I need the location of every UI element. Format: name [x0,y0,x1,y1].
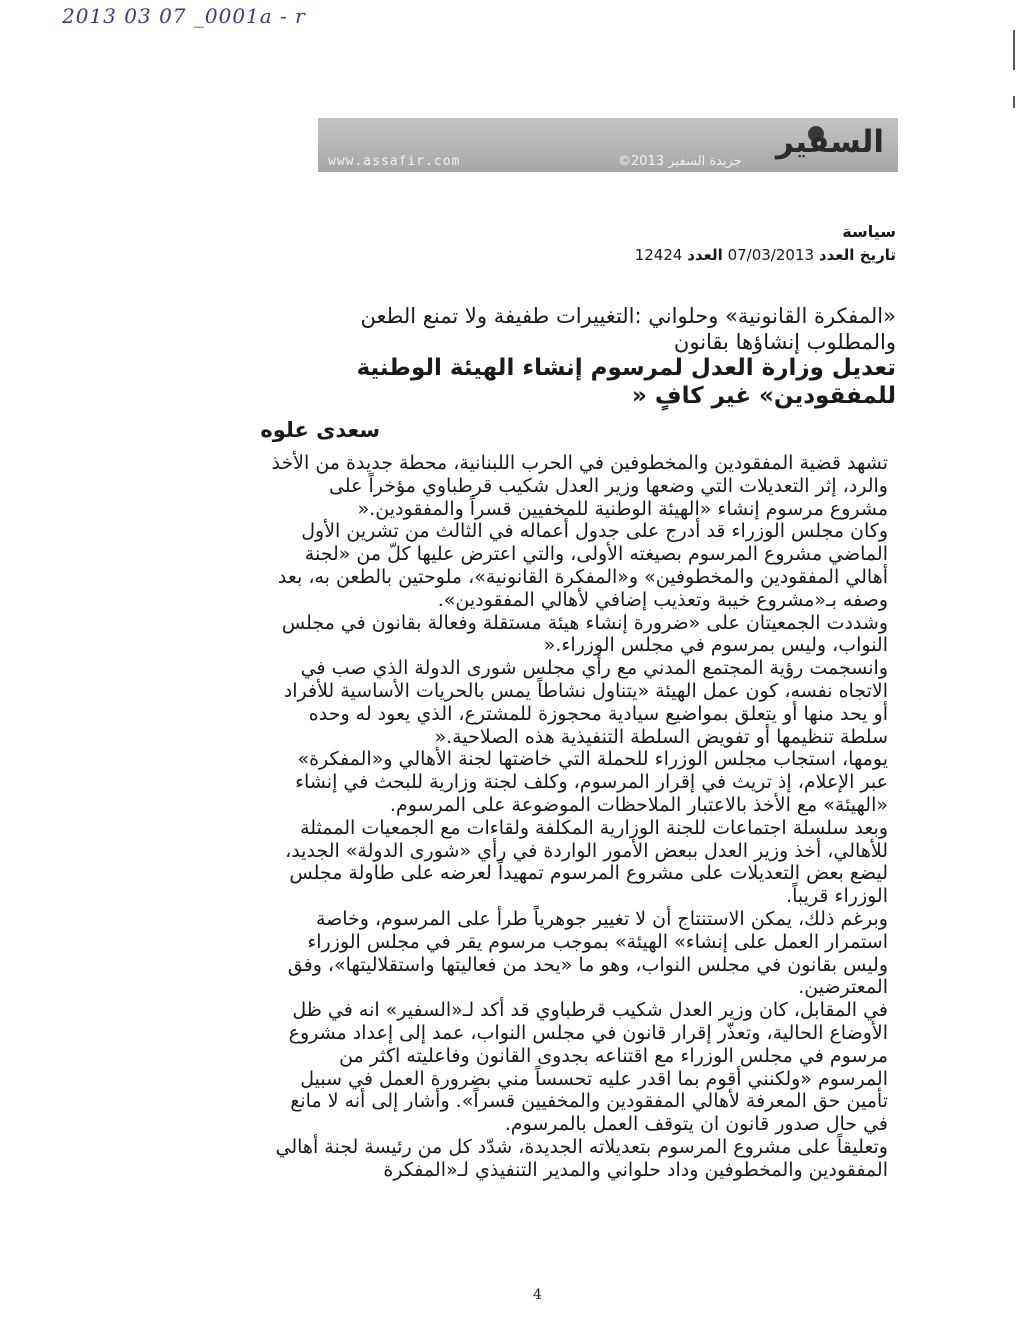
article-paragraph: وبرغم ذلك، يمكن الاستنتاج أن لا تغيير جوهرياً طرأ على المرسوم، وخاصة استمرار العمل على إنشاء» الهيئة» بموجب مرسوم يقر في مجلس الوزراء وليس بقانون في مجلس النواب، وهو ما «يحد من فعاليتها واستقلاليتها»، وفق المعترضين. [287,907,888,999]
issue-number: 12424 [634,246,683,264]
masthead-copyright: جريدة السفير 2013© [618,154,742,169]
issue-date: 07/03/2013 [727,246,815,264]
issue-number-label: العدد [687,246,723,264]
masthead-logo: السفير [775,124,884,160]
handwritten-reference: 2013 03 07 _0001a - r [62,4,306,28]
article-body [268,452,888,1182]
issue-info [635,246,896,264]
scan-edge-mark [1013,30,1015,70]
article-paragraph: يومها، استجاب مجلس الوزراء للحملة التي خاضتها لجنة الأهالي و«المفكرة» عبر الإعلام، إذ تريث في إقرار المرسوم، وكلف لجنة وزارية للبحث في إنشاء «الهيئة» مع الأخذ بالاعتبار الملاحظات الموضوعة على المرسوم. [295,748,888,816]
article-paragraph: وكان مجلس الوزراء قد أدرج على جدول أعماله في الثالث من تشرين الأول الماضي مشروع المرسوم بصيغته الأولى، والتي اعترض عليها كلّ من «لجنة أهالي المفقودين والمخطوفين» و«المفكرة القانونية»، ملوحتين بالطعن به، بعد وصفه بـ«مشروع خيبة وتعذيب إضافي لأهالي المفقودين». [277,520,888,611]
article-paragraph: وتعليقاً على مشروع المرسوم بتعديلاته الجديدة، شدّد كل من رئيسة لجنة أهالي المفقودين والمخطوفين وداد حلواني والمدير التنفيذي لـ«المفكرة [275,1135,888,1181]
article-author: سعدى علوه [260,418,380,442]
article-headline: تعديل وزارة العدل لمرسوم إنشاء الهيئة الوطنية للمفقودين» غير كافٍ « [356,355,896,409]
article-paragraph: تشهد قضية المفقودين والمخطوفين في الحرب اللبنانية، محطة جديدة من الأخذ والرد، إثر التعديلات التي وضعها وزير العدل شكيب قرطباوي مؤخراً على مشروع مرسوم إنشاء «الهيئة الوطنية للمخفيين قسراً والمفقودين.« [271,452,888,520]
article-paragraph: وبعد سلسلة اجتماعات للجنة الوزارية المكلفة ولقاءات مع الجمعيات الممثلة للأهالي، أخذ وزير العدل ببعض الأمور الواردة في رأي «شورى الدولة» الجديد، ليضع بعض التعديلات على مشروع المرسوم تمهيداً لعرضه على طاولة مجلس الوزراء قريباً. [285,816,888,908]
issue-date-label: تاريخ العدد [818,246,896,264]
scan-edge-mark [1013,96,1015,108]
masthead-url: www.assafir.com [328,154,461,169]
article-subtitle: «المفكرة القانونية» وحلواني :التغييرات طفيفة ولا تمنع الطعن والمطلوب إنشاؤها بقانون [360,304,896,354]
article-paragraph: في المقابل، كان وزير العدل شكيب قرطباوي قد أكد لـ«السفير» انه في ظل الأوضاع الحالية، وتعذّر إقرار قانون في مجلس النواب، عمد إلى إعداد مشروع مرسوم في مجلس الوزراء مع اقتناعه بجدوى القانون وفاعليته اكثر من المرسوم «ولكنني أقوم بما اقدر عليه تحسساً مني بضرورة العمل في سبيل تأمين حق المعرفة لأهالي المفقودين والمخفيين قسراً». وأشار إلى أنه لا مانع في حال صدور قانون ان يتوقف العمل بالمرسوم. [288,999,888,1136]
page-number: 4 [533,1287,542,1303]
article-paragraph: وانسجمت رؤية المجتمع المدني مع رأي مجلس شورى الدولة الذي صب في الاتجاه نفسه، كون عمل الهيئة «يتناول نشاطاً يمس بالحريات الأساسية للأفراد أو يحد منها أو يتعلق بمواضيع سيادية محجوزة للمشترع، الذي يعود له وحده سلطة تنظيمها أو تفويض السلطة التنفيذية هذه الصلاحية.« [283,657,888,748]
article-paragraph: وشددت الجمعيتان على «ضرورة إنشاء هيئة مستقلة وفعالة بقانون في مجلس النواب، وليس بمرسوم في مجلس الوزراء.« [281,611,888,657]
newspaper-masthead [318,118,898,172]
article-section: سياسة [842,222,896,241]
